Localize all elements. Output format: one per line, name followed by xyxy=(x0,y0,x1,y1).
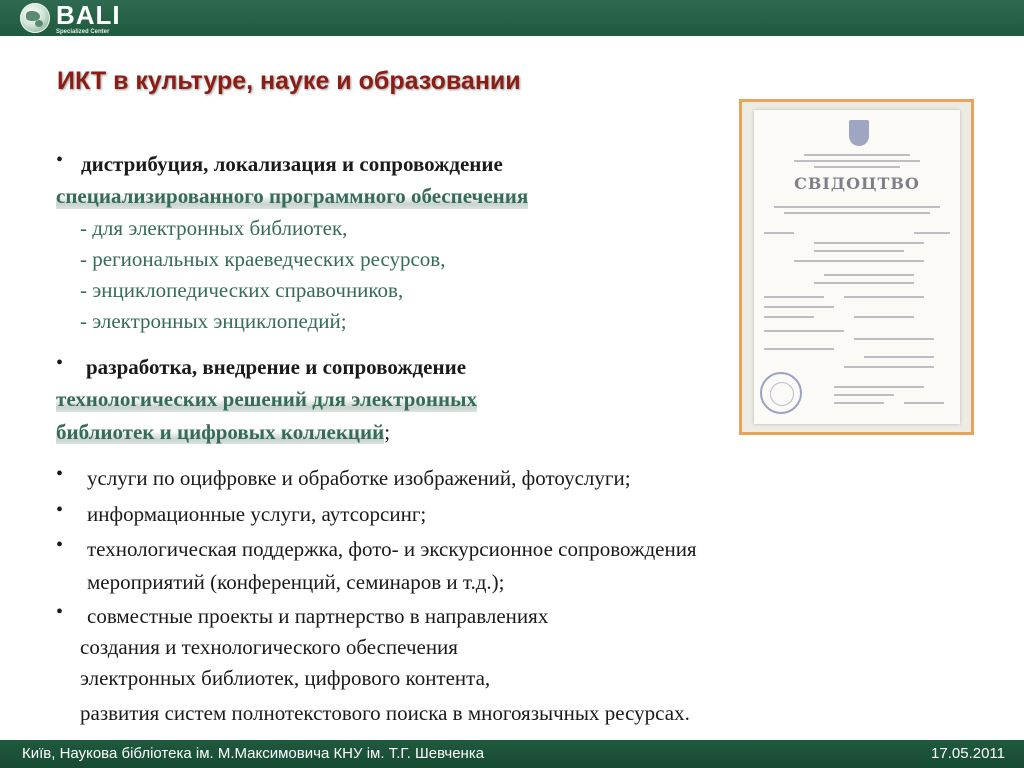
logo-name: BALI xyxy=(56,0,121,30)
bali-logo xyxy=(20,2,121,34)
certificate-line xyxy=(794,260,924,262)
seal-stamp-icon xyxy=(760,372,802,414)
certificate-line xyxy=(854,338,934,340)
certificate-line xyxy=(914,232,950,234)
certificate-line xyxy=(764,296,824,298)
bullet-5-line-2: мероприятий (конференций, семинаров и т.д.); xyxy=(87,570,505,594)
certificate-line xyxy=(814,282,914,284)
bullet-2-line-3-highlight: библиотек и цифровых коллекций xyxy=(56,420,385,444)
certificate-line xyxy=(794,160,920,162)
bullet-2-line-3 xyxy=(56,420,390,445)
bullet-3-line-1: услуги по оцифровке и обработке изображений, фотоуслуги; xyxy=(87,466,631,490)
bullet-marker: • xyxy=(56,463,64,485)
certificate-line xyxy=(764,306,834,308)
certificate-line xyxy=(814,250,904,252)
footer-bar xyxy=(0,740,1024,768)
bullet-1-line-5: - энциклопедических справочников, xyxy=(80,278,404,302)
certificate-line xyxy=(864,356,934,358)
certificate-line xyxy=(764,316,814,318)
header-bar xyxy=(0,0,1024,36)
certificate-line xyxy=(824,274,914,276)
bullet-marker: • xyxy=(56,601,64,623)
slide-title: ИКТ в культуре, науке и образовании xyxy=(57,67,521,95)
certificate-line xyxy=(804,154,910,156)
certificate-line xyxy=(784,212,930,214)
bullet-2-line-1: разработка, внедрение и сопровождение xyxy=(86,355,467,379)
globe-icon xyxy=(20,3,50,33)
certificate-line xyxy=(764,348,834,350)
certificate-line xyxy=(854,316,914,318)
certificate-line xyxy=(904,402,944,404)
bullet-5-line-1: технологическая поддержка, фото- и экскурсионное сопровождения xyxy=(87,537,697,561)
bullet-1-line-3: - для электронных библиотек, xyxy=(80,216,348,240)
certificate-line xyxy=(834,402,884,404)
bullet-2-line-2: технологических решений для электронных xyxy=(56,387,478,411)
bullet-1-line-6: - электронных энциклопедий; xyxy=(80,309,347,333)
certificate-line xyxy=(814,166,900,168)
bullet-marker: • xyxy=(56,352,64,374)
certificate-line xyxy=(844,296,924,298)
certificate-line xyxy=(774,206,940,208)
footer-date: 17.05.2011 xyxy=(931,745,1005,762)
logo-text xyxy=(56,2,121,35)
bullet-2-semicolon: ; xyxy=(384,420,391,444)
certificate-line xyxy=(834,386,924,388)
bullet-1-line-1: дистрибуция, локализация и сопровождение xyxy=(81,152,503,176)
certificate-title: СВІДОЦТВО xyxy=(794,174,920,193)
bullet-6-line-1: совместные проекты и партнерство в направлениях xyxy=(87,604,549,628)
bullet-6-line-4: развития систем полнотекстового поиска в многоязычных ресурсах. xyxy=(80,701,690,725)
bullet-1-line-4: - региональных краеведческих ресурсов, xyxy=(80,247,446,271)
certificate-line xyxy=(844,366,934,368)
bullet-marker: • xyxy=(56,499,64,521)
bullet-1-line-2: специализированного программного обеспечения xyxy=(56,184,529,208)
certificate-line xyxy=(764,232,794,234)
footer-location: Київ, Наукова бібліотека ім. М.Максимовича КНУ ім. Т.Г. Шевченка xyxy=(22,745,485,762)
coat-of-arms-icon xyxy=(849,120,869,146)
certificate-paper xyxy=(754,110,960,424)
bullet-marker: • xyxy=(56,534,64,556)
certificate-image xyxy=(739,99,974,435)
bullet-marker: • xyxy=(56,149,64,171)
bullet-4-line-1: информационные услуги, аутсорсинг; xyxy=(87,502,427,526)
bullet-6-line-2: создания и технологического обеспечения xyxy=(80,635,458,659)
certificate-line xyxy=(764,330,844,332)
certificate-line xyxy=(814,242,924,244)
bullet-6-line-3: электронных библиотек, цифрового контента, xyxy=(80,666,491,690)
certificate-line xyxy=(834,394,894,396)
logo-subtitle: Specialized Center xyxy=(56,28,110,35)
